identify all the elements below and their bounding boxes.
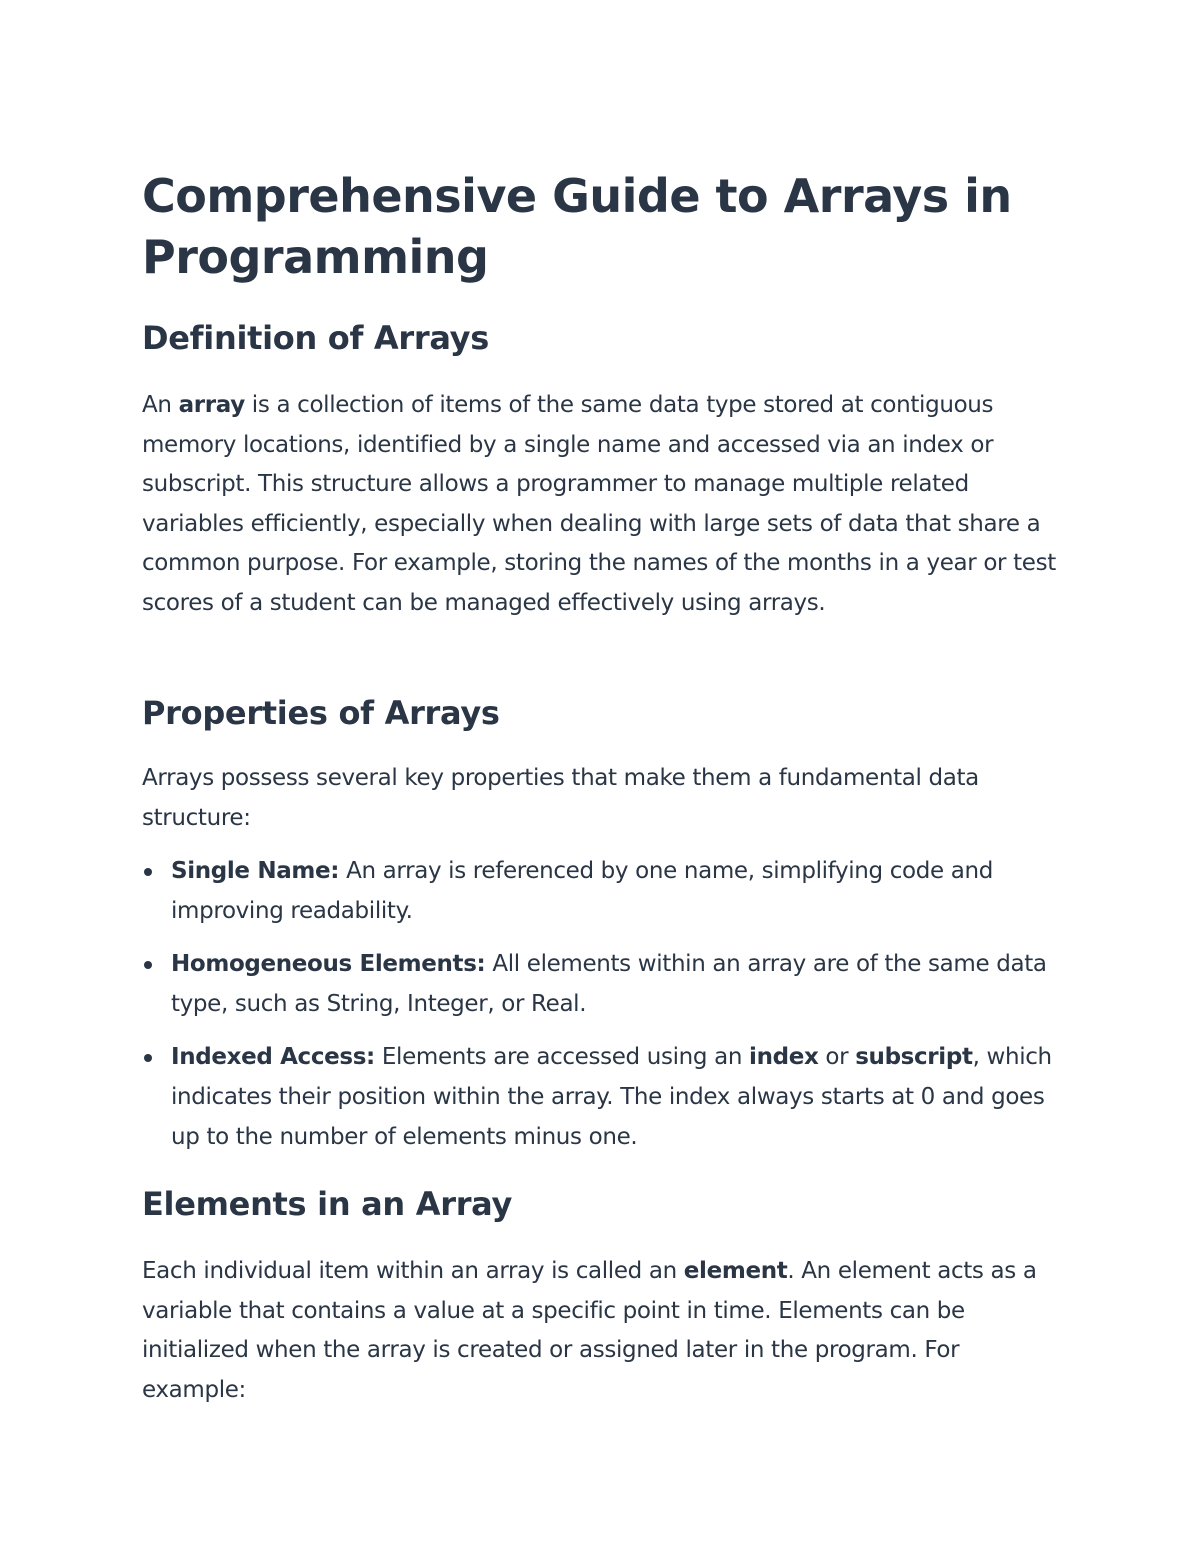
term-subscript: subscript [855,1044,973,1071]
list-item-label: Homogeneous Elements: [171,951,486,978]
elements-term-element: element [683,1258,788,1284]
bullet-icon [144,961,152,969]
elements-text-start: Each individual item within an array is called an [142,1258,684,1284]
list-item-text: An array is referenced by one name, simplifying code and improving readability. [171,858,993,924]
list-item-label: Single Name: [171,858,340,884]
list-item [142,945,1062,1024]
section-heading-properties: Properties of Arrays [142,694,500,732]
list-item-label: Indexed Access: [171,1044,375,1071]
term-index: index [749,1044,819,1071]
list-item-text: , which indicates their position within the array. The index always starts at 0 and goes up to the number of elements minus one. [171,1044,1052,1150]
page-title: Comprehensive Guide to Arrays in Programming [142,169,1012,284]
bullet-icon [144,868,152,876]
elements-text-rest: . An element acts as a variable that contains a value at a specific point in time. Elements can be initialized when the array is created or assigned later in the program. For example: [142,1258,1037,1403]
section-heading-elements: Elements in an Array [142,1185,513,1223]
list-item-text: All elements within an array are of the same data type, such as String, Integer, or Real. [171,951,1047,1017]
elements-paragraph [142,1252,1062,1410]
properties-list [142,852,1062,1171]
definition-text-rest: is a collection of items of the same data type stored at contiguous memory locations, identified by a single name and accessed via an index or subscript. This structure allows a programmer to manage multiple related variables efficiently, especially when dealing with large sets of data that share a common purpose. For example, storing the names of the months in a year or test scores of a student can be managed effectively using arrays. [142,392,1056,616]
section-heading-definition: Definition of Arrays [142,319,489,357]
list-item-text: or [818,1044,856,1071]
definition-text-start: An [142,392,179,418]
list-item [142,1038,1062,1157]
definition-paragraph [142,386,1062,624]
list-item [142,852,1062,931]
definition-term-array: array [178,392,245,418]
properties-intro: Arrays possess several key properties that make them a fundamental data structure: [142,765,979,831]
bullet-icon [144,1054,152,1062]
list-item-text: Elements are accessed using an [374,1044,750,1071]
